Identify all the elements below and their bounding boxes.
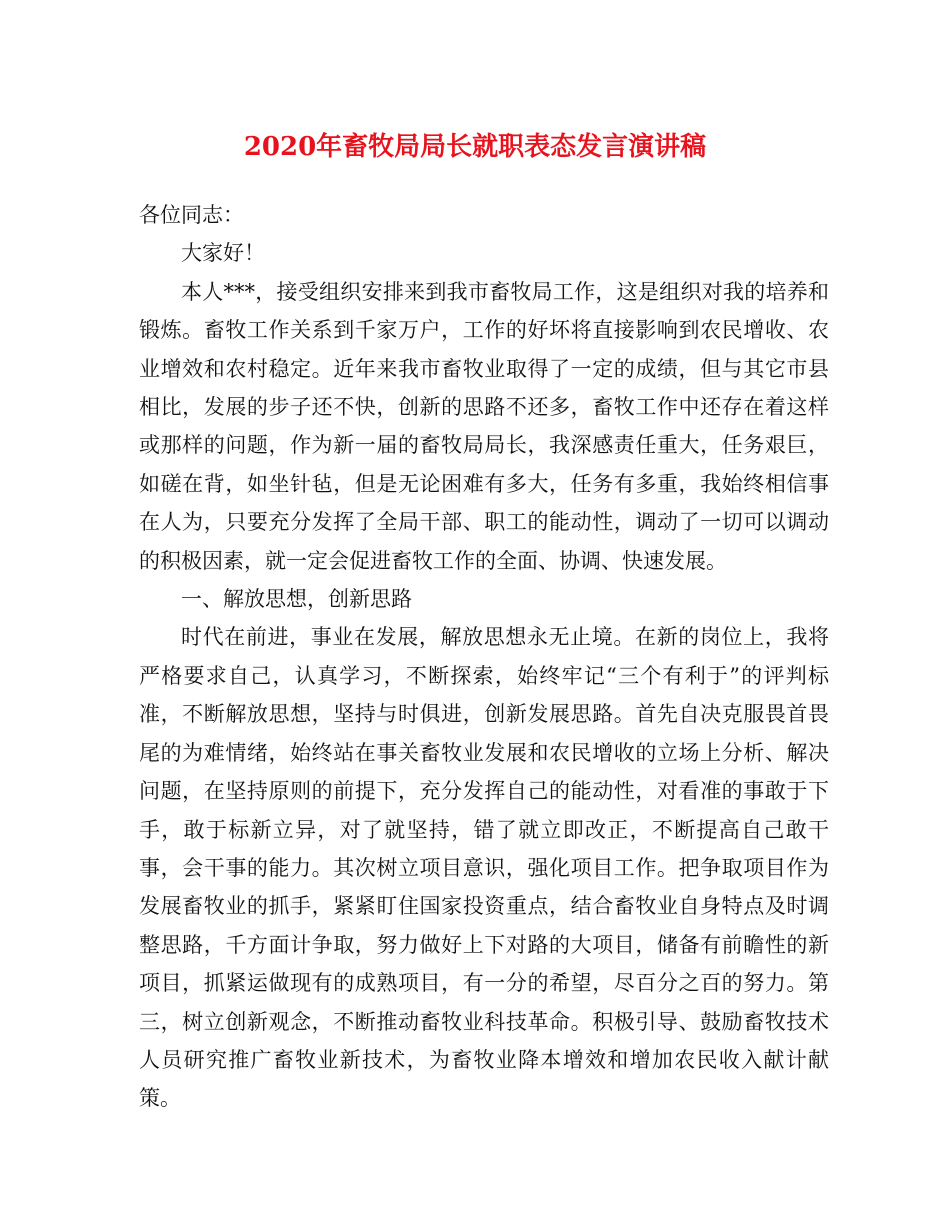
paragraph-intro: 本人***，接受组织安排来到我市畜牧局工作，这是组织对我的培养和锻炼。畜牧工作关系到千家万户，工作的好坏将直接影响到农民增收、农业增效和农村稳定。近年来我市畜牧业取得了一定的成绩，但与其它市县相比，发展的步子还不快，创新的思路不还多，畜牧工作中还存在着这样或那样的问题，作为新一届的畜牧局局长，我深感责任重大，任务艰巨，如磋在背，如坐针毡，但是无论困难有多大，任务有多重，我始终相信事在人为，只要充分发挥了全局干部、职工的能动性，调动了一切可以调动的积极因素，就一定会促进畜牧工作的全面、协调、快速发展。	[139, 279, 829, 573]
greeting: 大家好！	[181, 241, 265, 266]
salutation: 各位同志：	[139, 203, 244, 227]
section-heading: 一、解放思想，创新思路	[181, 587, 412, 612]
paragraph-section-one: 时代在前进，事业在发展，解放思想永无止境。在新的岗位上，我将严格要求自己，认真学习，不断探索，始终牢记“三个有利于”的评判标准，不断解放思想，坚持与时俱进，创新发展思路。首先自决克服畏首畏尾的为难情绪，始终站在事关畜牧业发展和农民增收的立场上分析、解决问题，在坚持原则的前提下，充分发挥自己的能动性，对看准的事敢于下手，敢于标新立异，对了就坚持，错了就立即改正，不断提高自己敢干事，会干事的能力。其次树立项目意识，强化项目工作。把争取项目作为发展畜牧业的抓手，紧紧盯住国家投资重点，结合畜牧业自身特点及时调整思路，千方面计争取，努力做好上下对路的大项目，储备有前瞻性的新项目，抓紧运做现有的成熟项目，有一分的希望，尽百分之百的努力。第三，树立创新观念，不断推动畜牧业科技革命。积极引导、鼓励畜牧技术人员研究推广畜牧业新技术，为畜牧业降本增效和增加农民收入献计献策。	[139, 625, 829, 1111]
document-body	[139, 196, 829, 1118]
document-title: 2020年畜牧局局长就职表态发言演讲稿	[243, 132, 707, 162]
